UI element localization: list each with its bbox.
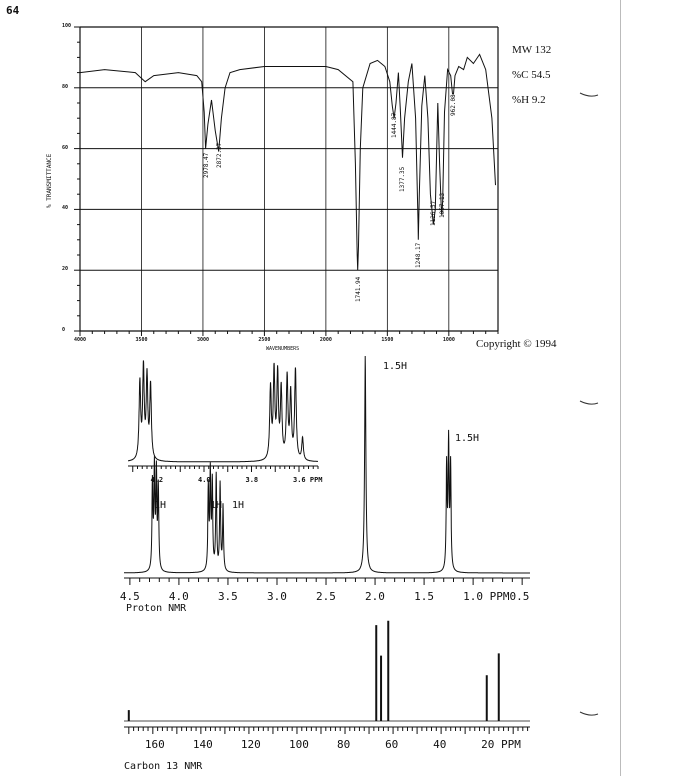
- proton-nmr-x-tick-label: 1.0 PPM0.5: [463, 590, 530, 603]
- ir-y-tick-label: 0: [62, 327, 66, 333]
- ir-peak-label: 1377.35: [399, 166, 407, 192]
- ir-peak-label: 1248.17: [415, 242, 423, 268]
- proton-nmr-inset-tick-label: 4.0: [198, 476, 211, 484]
- proton-nmr-x-tick-label: 4.0: [168, 590, 189, 603]
- ir-x-axis-label: WAVENUMBERS: [266, 346, 300, 352]
- percent-hydrogen: %H 9.2: [512, 94, 546, 106]
- ir-y-tick-label: 100: [62, 23, 72, 29]
- integral-label: 1H: [154, 500, 167, 511]
- integral-label: 1H: [232, 500, 245, 511]
- ir-peak-label: 1126.57: [430, 200, 438, 226]
- ir-y-tick-label: 60: [62, 144, 69, 151]
- ir-y-tick-label: 80: [62, 83, 69, 90]
- carbon-nmr-x-tick-label: 80: [337, 738, 351, 751]
- carbon-nmr-x-tick-label: 160: [144, 738, 165, 751]
- proton-nmr-x-tick-label: 3.5: [217, 590, 238, 603]
- proton-nmr-x-tick-label: 4.5: [119, 590, 140, 603]
- ir-x-tick-label: 3500: [135, 337, 148, 343]
- margin-mark: [580, 712, 598, 715]
- ir-peak-label: 1741.94: [354, 276, 362, 302]
- integral-label: 1.5H: [383, 361, 408, 372]
- proton-nmr-title: Proton NMR: [126, 603, 187, 614]
- ir-x-tick-label: 3000: [196, 337, 209, 343]
- integral-label: 1.5H: [455, 433, 480, 444]
- carbon-nmr-x-tick-label: 40: [433, 738, 447, 751]
- proton-nmr-inset-tick-label: 3.8: [245, 476, 259, 484]
- ir-x-tick-label: 2500: [258, 337, 271, 343]
- proton-nmr-x-tick-label: 1.5: [414, 590, 434, 603]
- proton-nmr-x-tick-label: 2.5: [316, 590, 336, 603]
- carbon-nmr-title: Carbon 13 NMR: [124, 761, 203, 772]
- ir-peak-label: 1057.13: [438, 192, 446, 218]
- percent-carbon: %C 54.5: [512, 69, 551, 81]
- ir-x-tick-label: 2000: [319, 337, 332, 343]
- ir-x-tick-label: 1000: [442, 337, 455, 343]
- carbon-nmr-x-tick-label: 60: [385, 738, 399, 751]
- ir-x-tick-label: 1500: [381, 337, 394, 343]
- ir-peak-label: 2978.47: [202, 152, 210, 178]
- proton-nmr-inset-tick-label: 3.6 PPM: [293, 476, 323, 484]
- ir-x-tick-label: 4000: [74, 337, 87, 343]
- copyright-notice: Copyright © 1994: [476, 338, 557, 350]
- ir-peak-label: 1444.87: [391, 112, 399, 138]
- carbon-nmr-x-tick-label: 140: [192, 738, 213, 751]
- proton-nmr-inset-tick-label: 4.2: [150, 476, 164, 484]
- margin-mark: [580, 401, 598, 404]
- carbon-nmr-x-tick-label: 20 PPM: [481, 738, 521, 751]
- proton-nmr-x-tick-label: 3.0: [266, 590, 287, 603]
- margin-mark: [580, 93, 598, 96]
- ir-peak-label: 962.08: [450, 94, 458, 116]
- ir-y-tick-label: 20: [62, 266, 69, 273]
- proton-nmr-x-tick-label: 2.0: [365, 590, 385, 603]
- integral-label: 1H: [210, 500, 223, 511]
- carbon-nmr-x-tick-label: 120: [240, 738, 261, 751]
- carbon-nmr-x-tick-label: 100: [288, 738, 309, 751]
- ir-y-tick-label: 40: [62, 205, 69, 212]
- molecular-weight: MW 132: [512, 44, 552, 56]
- page-number: 64: [6, 4, 20, 17]
- ir-peak-label: 2872.37: [215, 142, 223, 168]
- ir-y-axis-label: % TRANSMITTANCE: [46, 153, 53, 208]
